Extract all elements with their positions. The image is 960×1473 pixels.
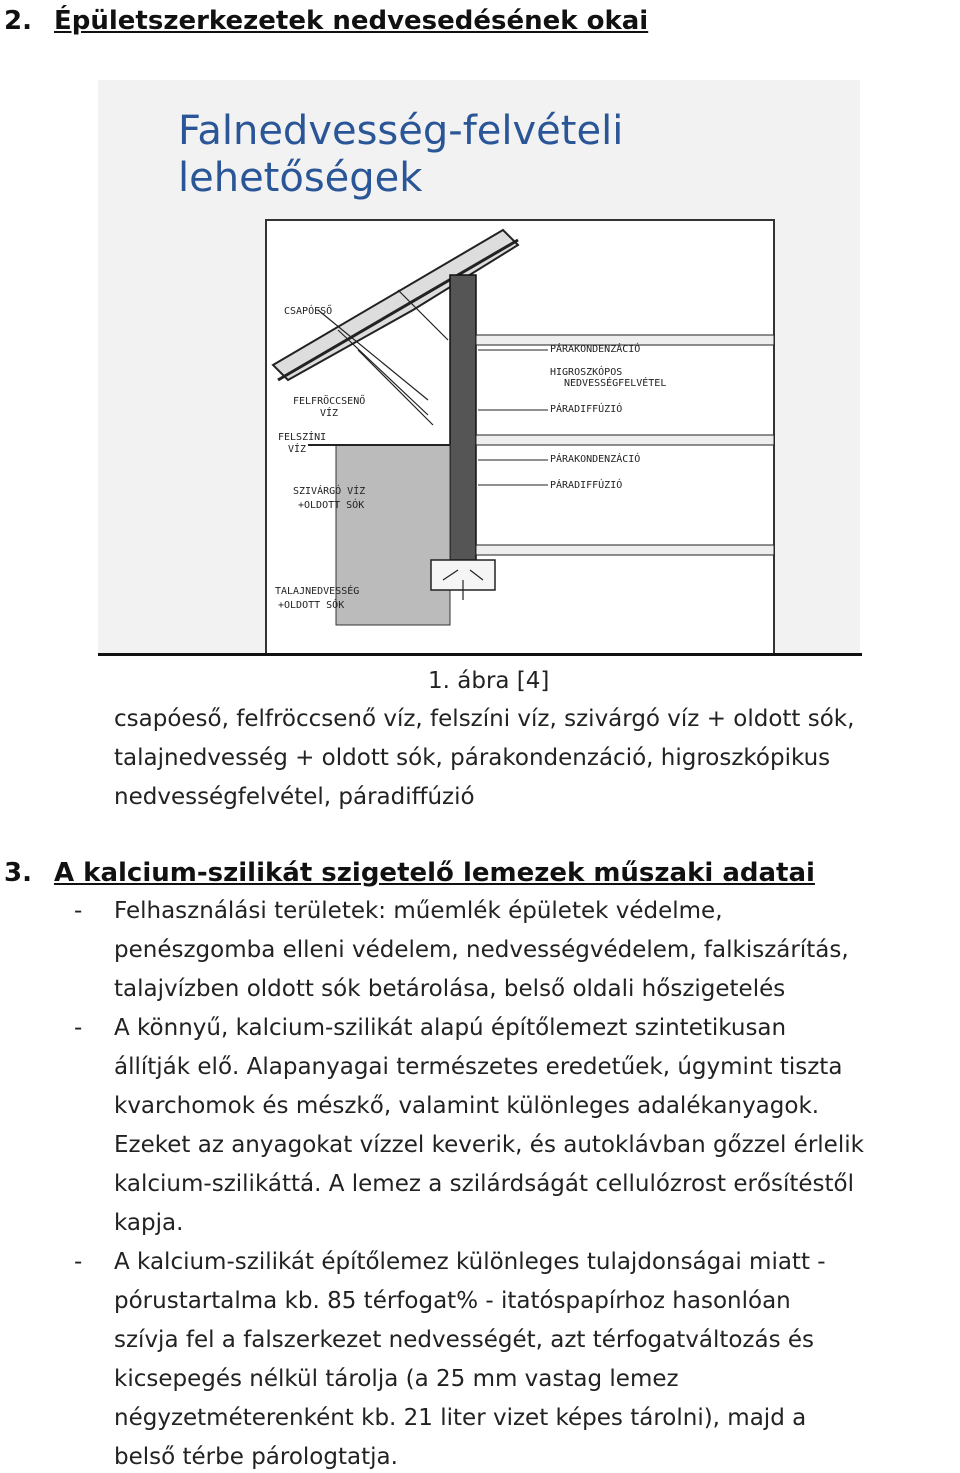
label-felfroccseno: FELFRÖCCSENŐ xyxy=(293,396,366,407)
list-item-line: kvarchomok és mészkő, valamint különleges adalékanyagok. xyxy=(114,1093,820,1119)
floor-slab-lower xyxy=(476,545,774,555)
label-felszini: FELSZÍNI xyxy=(278,432,327,443)
list-item-line: szívja fel a falszerkezet nedvességét, azt térfogatváltozás és xyxy=(114,1327,815,1353)
list-item-line: kalcium-szilikáttá. A lemez a szilárdságát cellulózrost erősítéstől xyxy=(114,1171,855,1197)
caption-line: talajnedvesség + oldott sók, párakondenzáció, higroszkópikus xyxy=(114,745,831,771)
list-item-line: kapja. xyxy=(114,1210,184,1236)
label-talaj-sok: +OLDOTT SÓK xyxy=(278,600,345,611)
label-csapoeso: CSAPÓESŐ xyxy=(284,306,333,317)
label-szivargo-sok: +OLDOTT SÓK xyxy=(298,500,365,511)
figure-number: 1. ábra [4] xyxy=(428,668,550,694)
section-heading xyxy=(4,6,648,36)
wall xyxy=(450,275,476,560)
label-nedvessegfelvetel: NEDVESSÉGFELVÉTEL xyxy=(564,378,667,389)
list-item-line: talajvízben oldott sók betárolása, belső oldali hőszigetelés xyxy=(114,976,786,1002)
list-item-line: Felhasználási területek: műemlék épületek védelme, xyxy=(114,898,723,924)
slide-title-line2: lehetőségek xyxy=(178,155,423,201)
section-number: 2. xyxy=(4,6,32,36)
caption-line: csapóeső, felfröccsenő víz, felszíni víz, szivárgó víz + oldott sók, xyxy=(114,706,855,732)
section-heading xyxy=(4,858,815,888)
label-paradiffuzio-2: PÁRADIFFÚZIÓ xyxy=(550,480,623,491)
list-dash: - xyxy=(74,898,83,924)
section-title: Épületszerkezetek nedvesedésének okai xyxy=(54,6,649,36)
section-number: 3. xyxy=(4,858,32,888)
figure-image xyxy=(98,80,860,656)
wall-moisture-sketch xyxy=(98,80,860,656)
label-felfroccseno-viz: VÍZ xyxy=(320,408,339,419)
label-felszini-viz: VÍZ xyxy=(288,444,307,455)
list-item-line: állítják elő. Alapanyagai természetes eredetűek, úgymint tiszta xyxy=(114,1054,843,1080)
list-item-line: A könnyű, kalcium-szilikát alapú építőlemezt szintetikusan xyxy=(114,1015,787,1041)
label-paradiffuzio-1: PÁRADIFFÚZIÓ xyxy=(550,404,623,415)
label-szivargo: SZIVÁRGÓ VÍZ xyxy=(293,486,366,497)
caption-line: nedvességfelvétel, páradiffúzió xyxy=(114,784,475,810)
list-item-line: A kalcium-szilikát építőlemez különleges tulajdonságai miatt - xyxy=(114,1249,826,1275)
list-item-line: négyzetméterenként kb. 21 liter vizet képes tárolni), majd a xyxy=(114,1405,807,1431)
list-dash: - xyxy=(74,1249,83,1275)
list-item-line: penészgomba elleni védelem, nedvességvédelem, falkiszárítás, xyxy=(114,937,849,963)
section-title: A kalcium-szilikát szigetelő lemezek műszaki adatai xyxy=(54,858,815,888)
list-item-line: Ezeket az anyagokat vízzel keverik, és autoklávban gőzzel érlelik xyxy=(114,1132,864,1158)
label-parakondenzacio-2: PÁRAKONDENZÁCIÓ xyxy=(550,454,641,465)
list-item-line: kicsepegés nélkül tárolja (a 25 mm vastag lemez xyxy=(114,1366,679,1392)
soil xyxy=(336,445,450,625)
slide-title-line1: Falnedvesség-felvételi xyxy=(178,108,624,154)
floor-slab-middle xyxy=(476,435,774,445)
list-item-line: belső térbe párologtatja. xyxy=(114,1444,398,1470)
figure-divider xyxy=(98,653,862,656)
list-dash: - xyxy=(74,1015,83,1041)
label-higroszkopos: HIGROSZKÓPOS xyxy=(550,367,623,378)
label-talajnedvesseg: TALAJNEDVESSÉG xyxy=(275,586,360,597)
list-item-line: pórustartalma kb. 85 térfogat% - itatóspapírhoz hasonlóan xyxy=(114,1288,791,1314)
label-parakondenzacio-1: PÁRAKONDENZÁCIÓ xyxy=(550,344,641,355)
